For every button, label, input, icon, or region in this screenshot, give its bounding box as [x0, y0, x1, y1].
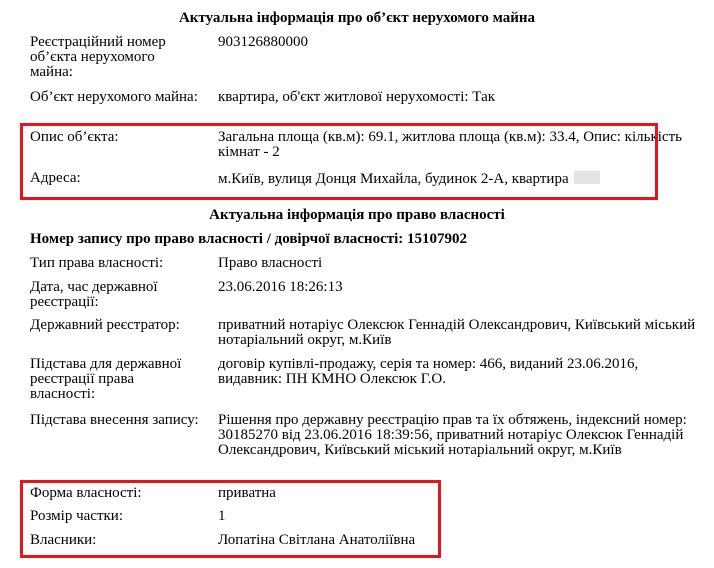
row-owners	[30, 533, 710, 550]
object-description-label: Опис об’єкта:	[30, 129, 119, 145]
row-registration-date	[30, 280, 710, 312]
ownership-type-value: Право власності	[218, 255, 323, 271]
owners-value: Лопатіна Світлана Анатоліївна	[218, 532, 416, 548]
row-registration-number	[30, 35, 710, 83]
address-label: Адреса:	[30, 170, 81, 186]
address-value-wrap	[218, 171, 714, 187]
address-value: м.Київ, вулиця Донця Михайла, будинок 2-А, квартира	[218, 171, 569, 187]
ownership-form-label: Форма власності:	[30, 485, 142, 501]
entry-basis-value: Рішення про державну реєстрацію прав та їх обтяжень, індексний номер: 30185270 від 23.06.2016 18:39:56, приватний нотаріус Олексюк Геннадій Олександрович, Київський міський нотаріальний округ, м.Київ	[218, 412, 687, 458]
registration-date-label: Дата, час державної реєстрації:	[30, 279, 158, 310]
registration-basis-value: договір купівлі-продажу, серія та номер: 466, виданий 23.06.2016, видавник: ПН КМНО Олексюк Г.О.	[218, 356, 639, 387]
object-section-title: Актуальна інформація про об’єкт нерухомого майна	[178, 10, 536, 26]
row-entry-basis	[30, 413, 710, 477]
row-registration-basis	[30, 357, 710, 405]
real-estate-object-value: квартира, об'єкт житлової нерухомості: Так	[218, 89, 496, 105]
row-address	[30, 171, 710, 188]
owners-label: Власники:	[30, 532, 97, 548]
state-registrar-label: Державний реєстратор:	[30, 317, 180, 333]
registration-date-value: 23.06.2016 18:26:13	[218, 279, 343, 295]
real-estate-object-label: Об’єкт нерухомого майна:	[30, 89, 198, 105]
row-object-description	[30, 130, 710, 162]
ownership-record-title: Номер запису про право власності / довірчої власності: 15107902	[30, 231, 468, 247]
row-ownership-form	[30, 486, 710, 503]
share-size-label: Розмір частки:	[30, 508, 123, 524]
share-size-value: 1	[218, 508, 226, 524]
registration-number-value: 903126880000	[218, 34, 308, 50]
registration-basis-label: Підстава для державної реєстрації права власності:	[30, 356, 182, 402]
ownership-section-title: Актуальна інформація про право власності	[209, 207, 505, 223]
ownership-form-value: приватна	[218, 485, 276, 501]
object-description-value: Загальна площа (кв.м): 69.1, житлова площа (кв.м): 33.4, Опис: кількість кімнат - 2	[218, 129, 682, 160]
registration-number-label: Реєстраційний номер об’єкта нерухомого майна:	[30, 34, 166, 80]
row-ownership-type	[30, 256, 710, 273]
entry-basis-label: Підстава внесення запису:	[30, 412, 199, 428]
row-share-size	[30, 509, 710, 526]
state-registrar-value: приватний нотаріус Олексюк Геннадій Олександрович, Київський міський нотаріальний округ, м.Київ	[218, 317, 696, 348]
row-real-estate-object	[30, 90, 710, 122]
ownership-type-label: Тип права власності:	[30, 255, 164, 271]
redacted-apartment-number	[574, 171, 600, 184]
row-state-registrar	[30, 318, 710, 350]
